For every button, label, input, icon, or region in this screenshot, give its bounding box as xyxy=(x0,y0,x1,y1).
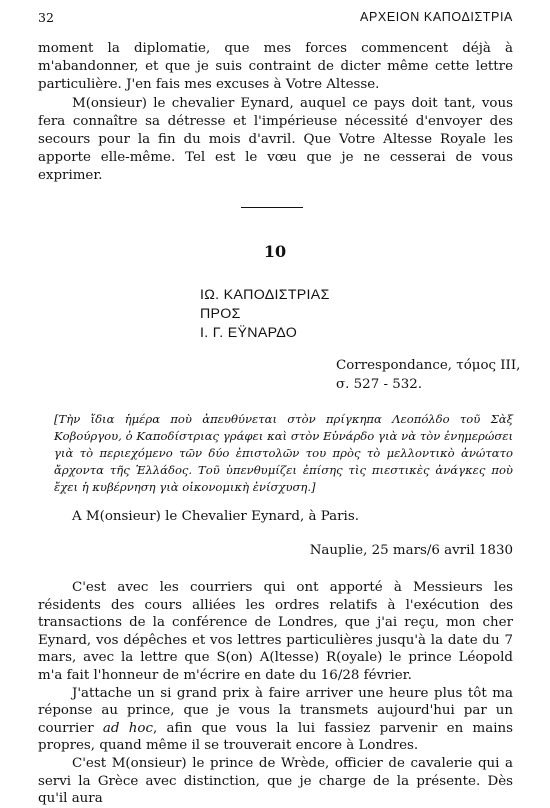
dateline: Nauplie, 25 mars/6 avril 1830 xyxy=(309,543,513,558)
ad-hoc-emphasis: ad hoc xyxy=(102,720,153,736)
previous-letter-ending xyxy=(38,40,513,186)
heading-recipient: Ι. Γ. ΕΫΝΑΡΔΟ xyxy=(200,325,298,341)
letter-paragraph-2 xyxy=(38,685,513,755)
document-number: 10 xyxy=(263,242,287,261)
greek-summary: [Τὴν ἴδια ἡμέρα ποὺ ἀπευθύνεται στὸν πρίγκηπα Λεοπόλδο τοῦ Σὰξ Κοβούργου, ὁ Καποδίστριας γράφει καὶ στὸν Εὐνάρδο γιὰ νὰ τὸν ἐνημερώσει γιὰ τὸ περιεχόμενο τῶν δύο ἐπιστολῶν του πρὸς τὸ μελλοντικὸ ἀνώτατο ἄρχοντα τῆς Ἑλλάδος. Τοῦ ὑπενθυμίζει ἐπίσης τὶς πιεστικὲς ἀνάγκες ποὺ ἔχει ἡ κυβέρνηση γιὰ οἰκονομικὴ ἐνίσχυση.] xyxy=(54,412,513,494)
letter-paragraph-3: C'est M(onsieur) le prince de Wrède, officier de cavalerie qui a servi la Grèce avec distinction, que je charge de la présente. Dès qu'il aura xyxy=(38,755,513,807)
previous-letter-paragraph-2: M(onsieur) le chevalier Eynard, auquel ce pays doit tant, vous fera connaître sa détresse et l'impérieuse nécessité d'envoyer des secours pour la fin du mois d'avril. Que Votre Altesse Royale les apporte elle-même. Tel est le vœu que je ne cesserai de vous exprimer. xyxy=(38,95,513,184)
document-heading xyxy=(200,286,330,343)
previous-letter-paragraph-1: moment la diplomatie, que mes forces commencent déjà à m'abandonner, et que je suis contraint de dicter même cette lettre particulière. J'en fais mes excuses à Votre Altesse. xyxy=(38,41,513,93)
paragraph-2-text-a: J'attache un si grand prix à faire arriver une heure plus tôt ma réponse au prince, que je vous la transmets aujourd'hui par un courrier xyxy=(38,685,513,736)
section-divider xyxy=(241,207,303,208)
heading-to: ΠΡΟΣ xyxy=(200,306,241,322)
page-number: 32 xyxy=(38,10,54,25)
running-title: ΑΡΧΕΙΟΝ ΚΑΠΟΔΙΣΤΡΙΑ xyxy=(360,10,513,24)
paragraph-2-text-b: , afin que vous la lui fassiez parvenir en mains propres, quand même il se trouverait encore à Londres. xyxy=(38,720,514,754)
letter-body xyxy=(38,579,513,808)
source-line-1: Correspondance, τόμος III, xyxy=(336,358,521,373)
letter-paragraph-1: C'est avec les courriers qui ont apporté à Messieurs les résidents des cours alliées les ordres relatifs à l'exécution des transactions de la conférence de Londres, que j'ai reçu, mon cher Eynard, vos dépêches et vos lettres particulières jusqu'à la date du 7 mars, avec la lettre que S(on) A(ltesse) R(oyale) le prince Léopold m'a fait l'honneur de m'écrire en date du 16/28 février. xyxy=(38,580,513,683)
source-line-2: σ. 527 - 532. xyxy=(336,376,423,392)
heading-sender: ΙΩ. ΚΑΠΟΔΙΣΤΡΙΑΣ xyxy=(200,287,330,303)
source-reference xyxy=(336,357,520,394)
running-header xyxy=(38,10,513,28)
addressee: A M(onsieur) le Chevalier Eynard, à Paris. xyxy=(72,509,359,524)
